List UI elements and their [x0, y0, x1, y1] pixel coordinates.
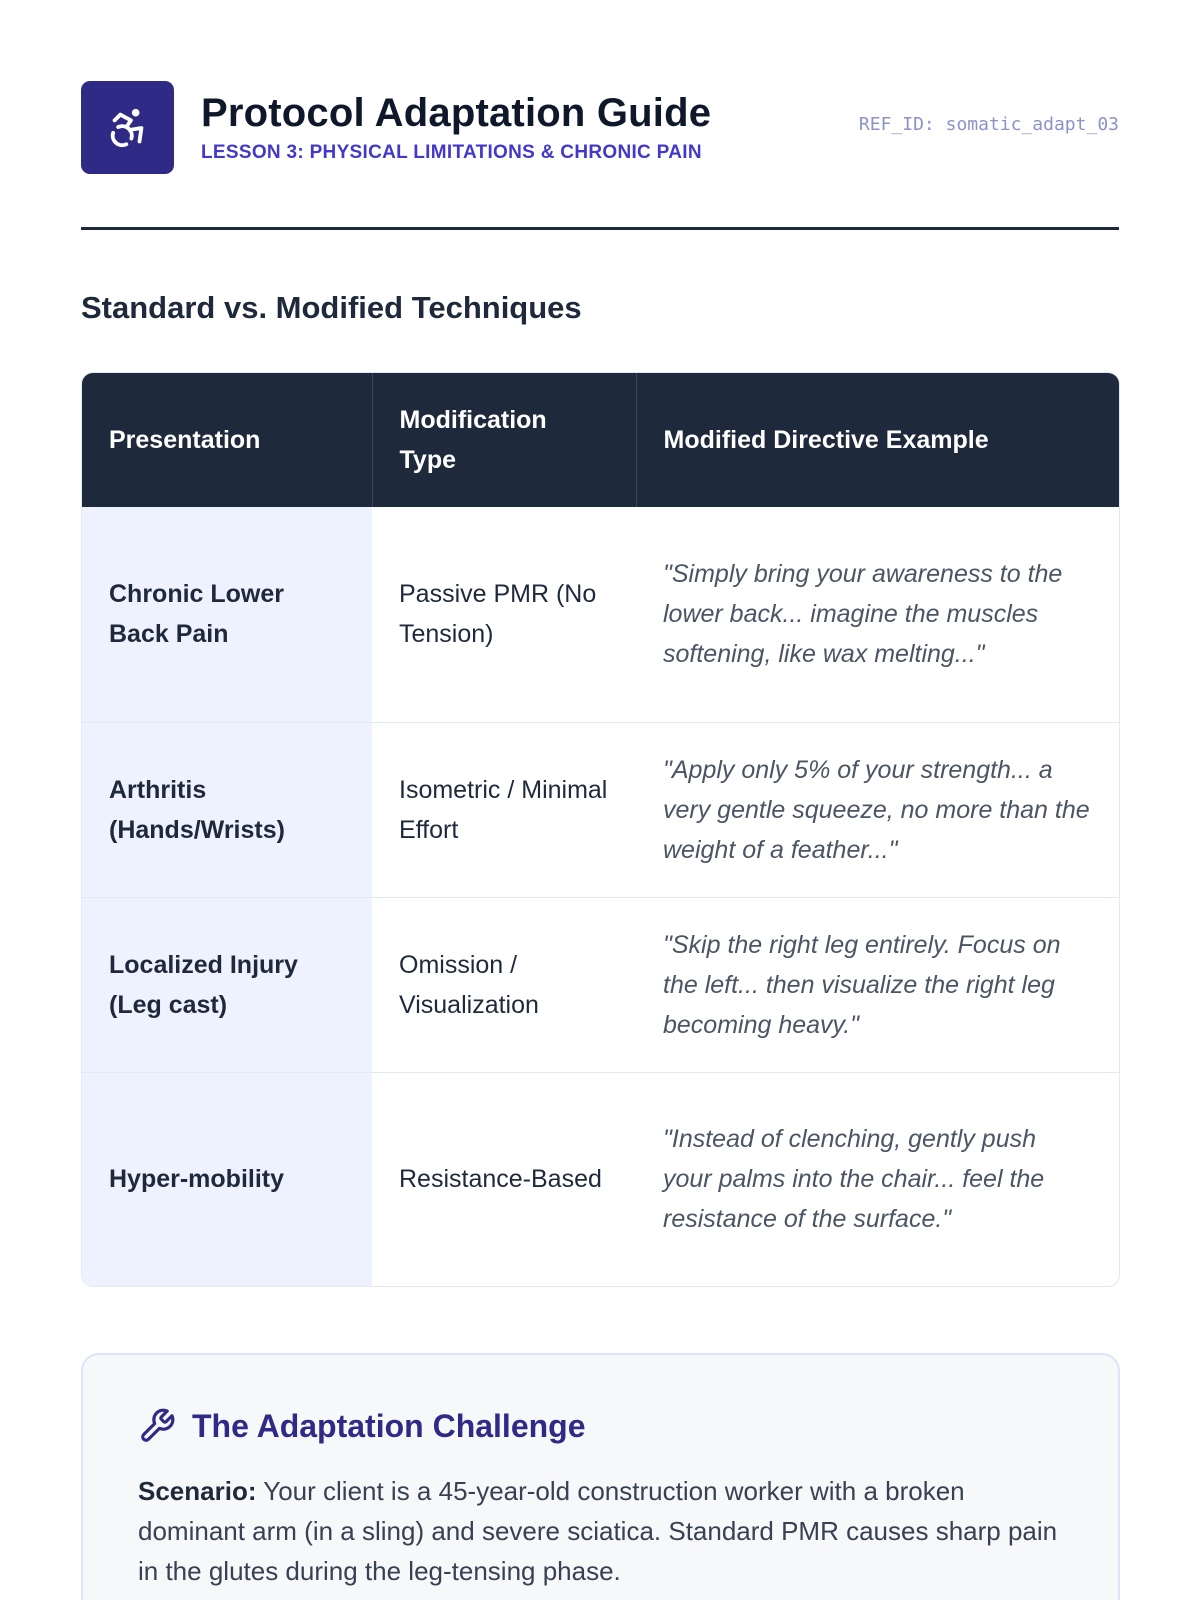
header-divider [81, 227, 1119, 230]
cell-presentation: Hyper-mobility [82, 1072, 372, 1286]
techniques-table [81, 372, 1120, 1287]
cell-presentation: Arthritis (Hands/Wrists) [82, 722, 372, 897]
title-block [201, 91, 711, 164]
scenario-text [138, 1471, 1063, 1591]
cell-modification: Passive PMR (No Tension) [399, 580, 597, 649]
cell-example: "Skip the right leg entirely. Focus on the left... then visualize the right leg becoming heavy." [636, 897, 1120, 1072]
table-row [82, 507, 1120, 722]
table-row [82, 897, 1120, 1072]
wrench-icon [138, 1407, 176, 1445]
section-title: Standard vs. Modified Techniques [81, 290, 582, 325]
table-header-row [82, 373, 1120, 507]
cell-example: "Apply only 5% of your strength... a very gentle squeeze, no more than the weight of a feather..." [636, 722, 1120, 897]
cell-example: "Simply bring your awareness to the lower back... imagine the muscles softening, like wax melting..." [663, 560, 1063, 669]
challenge-header [138, 1407, 1063, 1445]
scenario-label: Scenario: [138, 1476, 257, 1506]
cell-presentation: Chronic Lower Back Pain [82, 507, 372, 722]
accessibility-icon [105, 105, 151, 151]
page-header [81, 81, 1119, 231]
adaptation-challenge-card [81, 1353, 1120, 1600]
scenario-body: Your client is a 45-year-old construction worker with a broken dominant arm (in a sling) and severe sciatica. Standard PMR causes sharp pain in the glutes during the leg-tensing phase. [138, 1476, 1058, 1586]
cell-presentation: Localized Injury (Leg cast) [82, 897, 372, 1072]
cell-modification: Isometric / Minimal Effort [372, 722, 636, 897]
challenge-title: The Adaptation Challenge [192, 1407, 586, 1444]
table-row [82, 1072, 1120, 1286]
table-row [82, 722, 1120, 897]
lesson-subtitle: LESSON 3: PHYSICAL LIMITATIONS & CHRONIC PAIN [201, 142, 702, 163]
cell-modification: Omission / Visualization [372, 897, 636, 1072]
reference-id: REF_ID: somatic_adapt_03 [858, 114, 1119, 135]
column-header-presentation: Presentation [82, 373, 372, 507]
page-title: Protocol Adaptation Guide [201, 91, 712, 135]
cell-example: "Instead of clenching, gently push your palms into the chair... feel the resistance of the surface." [636, 1072, 1120, 1286]
column-header-modification: Modification Type [372, 373, 636, 507]
cell-modification: Resistance-Based [372, 1072, 636, 1286]
logo [81, 81, 174, 174]
column-header-example: Modified Directive Example [636, 373, 1120, 507]
